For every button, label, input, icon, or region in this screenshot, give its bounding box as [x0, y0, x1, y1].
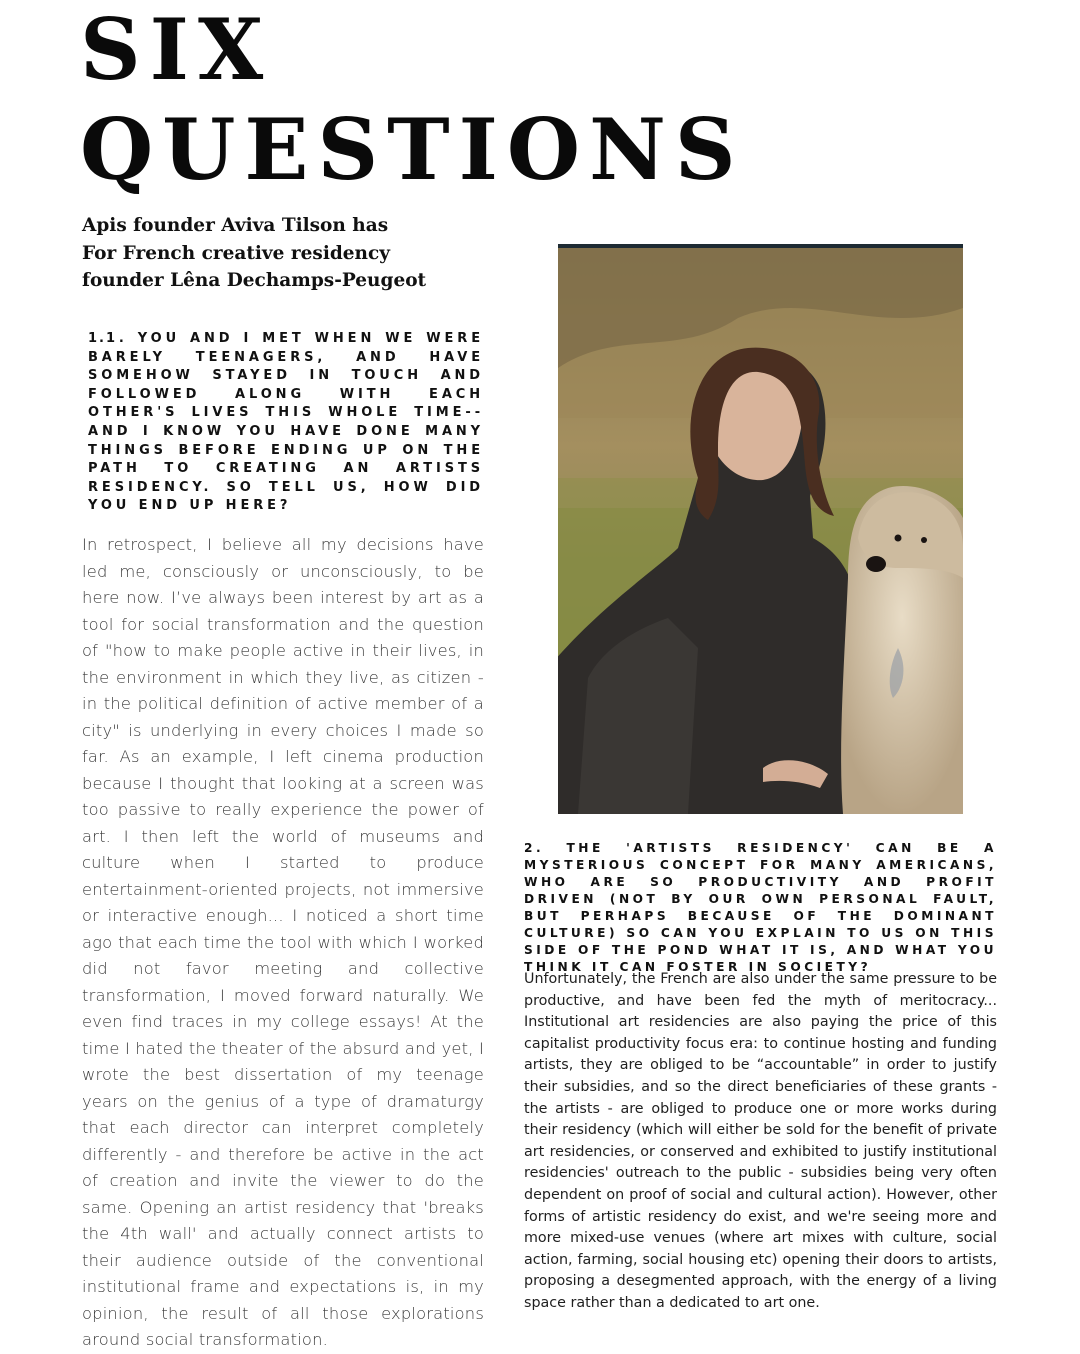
answer-2: Unfortunately, the French are also under the same pressure to be productive, and have been fed the myth of meritocracy... Institutional art residencies are also paying the price of this capitalist productivity focus era: to continue hosting and funding artists, they are obliged to be “accountable” in order to justify their subsidies, and so the direct beneficiaries of these grants - the artists - are obliged to produce one or more works during their residency (which will either be sold for the benefit of private art residencies, or conserved and exhibited to justify institutional residencies' outreach to the public - subsidies being very often dependent on proof of social and cultural action). However, other forms of artistic residency do exist, and we're seeing more and more mixed-use venues (where art mixes with culture, social action, farming, social housing etc) opening their doors to artists, proposing a desegmented approach, with the energy of a living space rather than a dedicated to art one. — [524, 971, 997, 1311]
page-title-line-2: QUESTIONS — [80, 100, 745, 199]
page-title-line-1: SIX — [80, 0, 273, 99]
question-1-number: 1. — [88, 331, 106, 346]
question-1 — [88, 330, 484, 516]
subtitle-line-1: Apis founder Aviva Tilson has — [82, 215, 389, 236]
question-1-text: 1. YOU AND I MET WHEN WE WERE BARELY TEENAGERS, AND HAVE SOMEHOW STAYED IN TOUCH AND FOLLOWED ALONG WITH EACH OTHER'S LIVES THIS WHOLE TIME--AND I KNOW YOU HAVE DONE MANY THINGS BEFORE ENDING UP ON THE PATH TO CREATING AN ARTISTS RESIDENCY. SO TELL US, HOW DID YOU END UP HERE? — [88, 331, 484, 514]
question-2: 2. THE 'ARTISTS RESIDENCY' CAN BE A MYSTERIOUS CONCEPT FOR MANY AMERICANS, WHO ARE SO PRODUCTIVITY AND PROFIT DRIVEN (NOT BY OUR OWN PERSONAL FAULT, BUT PERHAPS BECAUSE OF THE DOMINANT CULTURE) SO CAN YOU EXPLAIN TO US ON THIS SIDE OF THE POND WHAT IT IS, AND WHAT YOU THINK IT CAN FOSTER IN SOCIETY? — [524, 841, 997, 974]
answer-1: In retrospect, I believe all my decisions have led me, consciously or unconsciously, to be here now. I’ve always been interest by art as a tool for social transformation and the question of "how to make people active in their lives, in the environment in which they live, as citizen - in the political definition of active member of a city" is underlying in every choices I made so far. As an example, I left cinema production because I thought that looking at a screen was too passive to really experience the power of art. I then left the world of museums and culture when I started to produce entertainment-oriented projects, not immersive or interactive enough... I noticed a short time ago that each time the tool with which I worked did not favor meeting and collective transformation, I moved forward naturally. We even find traces in my college essays! At the time I hated the theater of the absurd and yet, I wrote the best dissertation of my teenage years on the genius of a type of dramaturgy that each director can interpret completely differently - and therefore be active in the act of creation and invite the viewer to do the same. Opening an artist residency that 'breaks the 4th wall' and actually connect artists to their audience outside of the conventional institutional frame and expectations is, in my opinion, the result of all those explorations around social transformation. — [82, 535, 484, 1349]
portrait-photo — [558, 244, 963, 814]
subtitle — [82, 212, 426, 295]
subtitle-line-2: For French creative residency — [82, 242, 391, 264]
subtitle-line-3: founder Lêna Dechamps-Peugeot — [82, 270, 427, 291]
